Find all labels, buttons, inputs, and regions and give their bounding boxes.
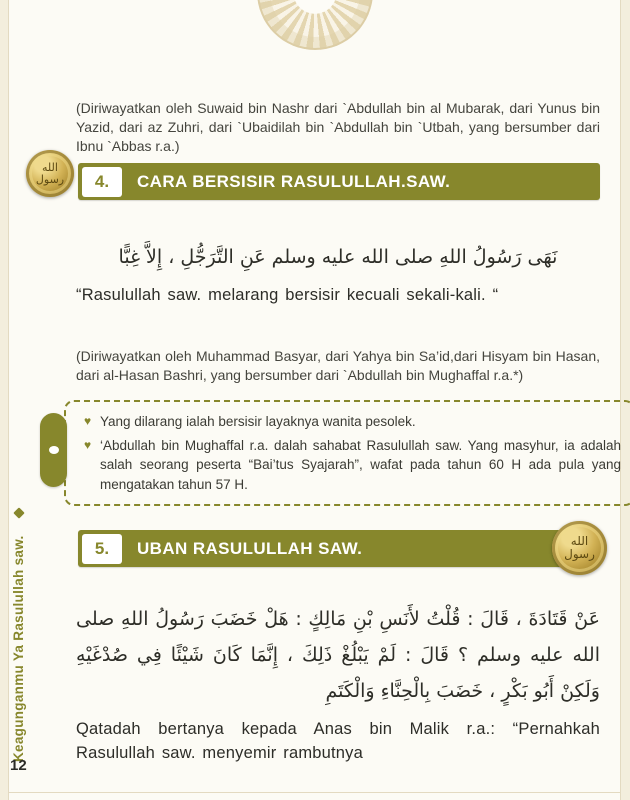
footnote-text: Yang dilarang ialah bersisir layaknya wanita pesolek.: [100, 414, 416, 429]
frame-line-left: [8, 0, 9, 800]
section5-hadith-arabic: عَنْ قَتَادَةَ ، قَالَ : قُلْتُ لأَنَسِ بْنِ مَالِكٍ : هَلْ خَضَبَ رَسُولُ اللهِ صلى الله عليه وسلم ؟ قَالَ : لَمْ يَبْلُغْ ذَلِكَ ، إِنَّمَا كَانَ شَيْئًا فِي صُدْغَيْهِ وَلَكِنْ أَبُو بَكْرٍ ، خَضَبَ بِالْحِنَّاءِ وَالْكَتَمِ: [76, 608, 600, 703]
frame-line-bottom: [8, 792, 621, 793]
footnote-side-tab: [40, 413, 67, 487]
section4-title: CARA BERSISIR RASULULLAH.SAW.: [137, 171, 451, 191]
section4-number: 4.: [82, 167, 122, 197]
footnote-item: [84, 436, 621, 495]
footnote-text: ‘Abdullah bin Mughaffal r.a. dalah sahabat Rasulullah saw. Yang masyhur, ia adalah salah seorang peserta “Bai’tus Syajarah”, wafat pada tahun 60 H ada pula yang mengatakan tahun 57 H.: [100, 437, 621, 492]
top-medallion-ornament: [257, 0, 373, 50]
leaf-bullet-icon: ♥: [84, 437, 92, 452]
section4-hadith-arabic: نَهَى رَسُولُ اللهِ صلى الله عليه وسلم عَنِ التَّرَجُّلِ ، إِلاَّ غِبًّا: [118, 246, 558, 268]
section4-hadith-translation: “Rasulullah saw. melarang bersisir kecuali sekali-kali. “: [76, 285, 499, 304]
section4-banner: [78, 163, 600, 200]
section4-attribution: (Diriwayatkan oleh Muhammad Basyar, dari Yahya bin Sa’id,dari Hisyam bin Hasan, dari al-Hasan Bashri, yang bersumber dari `Abdullah bin Mughaffal r.a.*): [76, 348, 600, 383]
seal-calligraphy-top: الله: [42, 160, 58, 174]
section5-hadith-translation: Qatadah bertanya kepada Anas bin Malik r.a.: “Pernahkah Rasulullah saw. menyemir rambutnya: [76, 719, 600, 763]
section5-banner: [78, 530, 594, 567]
gold-seal-icon: [26, 150, 74, 197]
seal-calligraphy-bottom: رسول: [564, 547, 595, 561]
section5-number: 5.: [82, 534, 122, 564]
page-edge-left: [0, 0, 8, 800]
leaf-bullet-icon: ♥: [84, 414, 92, 428]
seal-calligraphy-top: الله: [570, 534, 589, 549]
section5-title: UBAN RASULULLAH SAW.: [137, 538, 363, 558]
gold-seal-icon: [552, 521, 607, 575]
page-number: 12: [10, 757, 27, 774]
intro-attribution: (Diriwayatkan oleh Suwaid bin Nashr dari `Abdullah bin al Mubarak, dari Yunus bin Yazid, dari az Zuhri, dari `Ubaidilah bin `Abdullah bin `Utbah, yang bersumber dari Ibnu `Abbas r.a.): [76, 100, 600, 154]
footnote-box: [64, 400, 630, 506]
footnote-tab-dot: [49, 446, 59, 454]
seal-calligraphy-bottom: رسول: [35, 172, 65, 186]
sidebar-ornament-icon: [13, 507, 24, 518]
sidebar-book-title: Keagunganmu Ya Rasulullah saw.: [11, 535, 26, 762]
footnote-item: [84, 412, 621, 432]
